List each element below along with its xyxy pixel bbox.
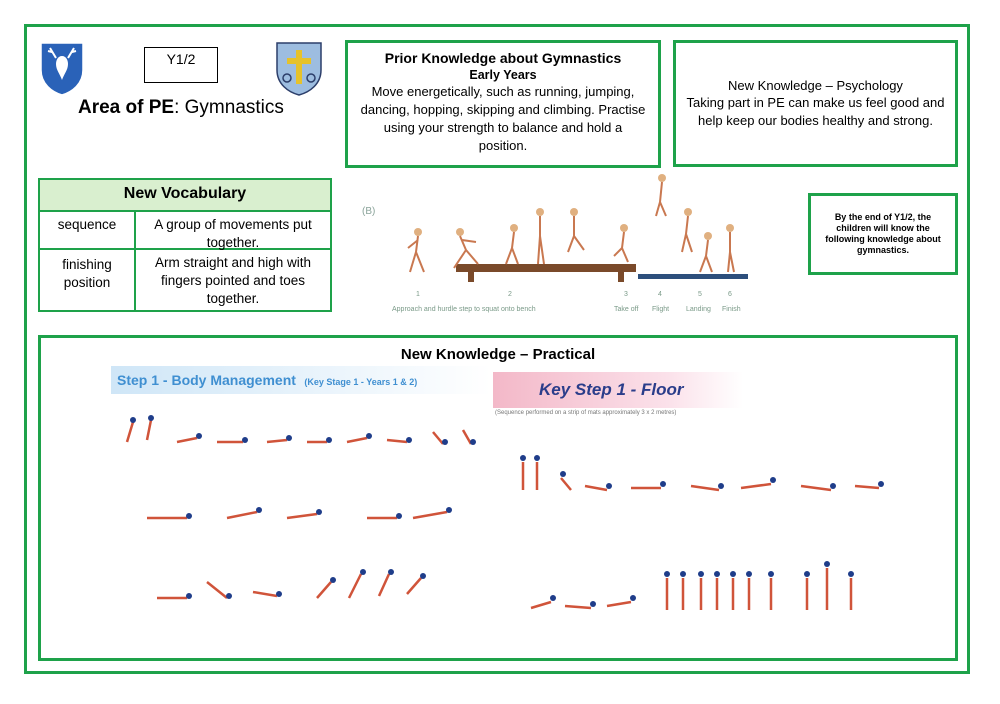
step-number: 5	[698, 291, 702, 298]
page-title: Area of PE: Gymnastics	[78, 97, 284, 118]
psychology-body: Taking part in PE can make us feel good and help keep our bodies healthy and strong.	[686, 95, 945, 128]
step-number: 1	[416, 291, 420, 298]
table-row	[40, 212, 330, 250]
table-row	[40, 250, 330, 312]
vocabulary-term: sequence	[40, 212, 136, 248]
step-number: 4	[658, 291, 662, 298]
prior-knowledge-subtitle: Early Years	[469, 68, 537, 82]
end-of-year-note: By the end of Y1/2, the children will know the following knowledge about gymnastics.	[808, 193, 958, 275]
body-management-illustrations	[117, 402, 497, 652]
stag-crest-icon	[38, 40, 86, 96]
step-caption: Approach and hurdle step to squat onto bench	[392, 306, 536, 313]
vocabulary-term: finishing position	[40, 250, 136, 312]
practical-panel	[38, 335, 958, 661]
prior-knowledge-body: Move energetically, such as running, jumping, dancing, hopping, skipping and climbing. Practise using your strength to balance and hold a position.	[360, 84, 646, 153]
year-group-label: Y1/2	[144, 47, 218, 83]
psychology-title: New Knowledge – Psychology	[728, 78, 903, 93]
step-caption: Flight	[652, 306, 670, 313]
vault-sequence-illustration	[356, 172, 756, 320]
vocabulary-definition: A group of movements put together.	[154, 217, 312, 250]
vocabulary-definition: Arm straight and high with fingers pointed and toes together.	[154, 255, 312, 306]
step-number: 3	[624, 291, 628, 298]
floor-subtitle: (Sequence performed on a strip of mats approximately 3 x 2 metres)	[495, 410, 677, 416]
step-caption: Finish	[722, 306, 741, 313]
step-number: 2	[508, 291, 512, 298]
floor-sequence-illustrations	[511, 438, 911, 648]
vault-figure-label: (B)	[362, 206, 376, 217]
body-management-banner: Step 1 - Body Management (Key Stage 1 - Years 1 & 2)	[111, 366, 491, 394]
step-caption: Landing	[686, 306, 711, 313]
floor-banner: Key Step 1 - Floor	[493, 372, 743, 408]
practical-title: New Knowledge – Practical	[400, 346, 596, 363]
prior-knowledge-title: Prior Knowledge about Gymnastics	[384, 50, 622, 66]
step-caption: Take off	[614, 306, 639, 313]
vocabulary-table	[38, 178, 332, 312]
cross-crest-icon	[274, 40, 324, 96]
psychology-panel	[673, 40, 958, 167]
step-number: 6	[728, 291, 732, 298]
prior-knowledge-panel	[345, 40, 661, 168]
vocabulary-title: New Vocabulary	[40, 180, 330, 212]
